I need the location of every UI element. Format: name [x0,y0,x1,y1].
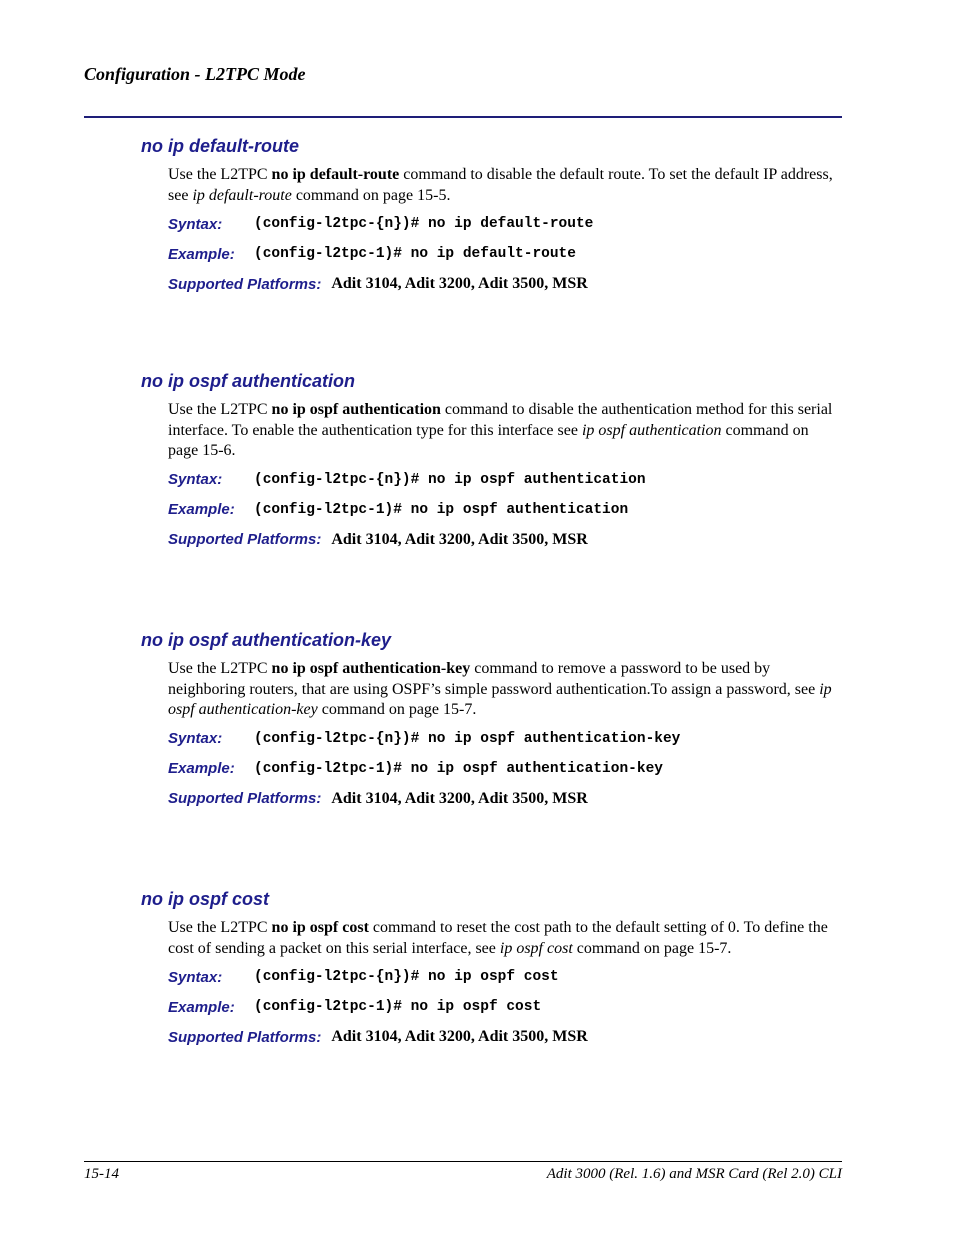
syntax-label: Syntax: [168,968,223,986]
platforms-label: Supported Platforms: [168,531,322,548]
description-text: Use the L2TPC [168,919,272,936]
description-text: command on page 15-6. [168,421,809,459]
command-reference: ip ospf authentication-key [168,680,832,718]
platforms-row [168,525,841,555]
syntax-row [168,724,841,754]
footer-page-number: 15-14 [84,1166,119,1182]
platforms-list: Adit 3104, Adit 3200, Adit 3500, MSR [331,275,588,292]
example-code: (config-l2tpc-1)# no ip default-route [254,246,576,262]
page-header-title: Configuration - L2TPC Mode [84,64,306,84]
section-title: no ip ospf cost [141,889,269,909]
section-no-ip-ospf-authentication-key [141,629,841,814]
platforms-label: Supported Platforms: [168,275,322,293]
command-name: no ip default-route [271,166,400,183]
header-rule [84,116,842,118]
section-title: no ip ospf authentication [141,371,355,391]
syntax-code: (config-l2tpc-{n})# no ip ospf authentication-key [254,730,681,747]
section-description [168,659,840,721]
example-label: Example: [168,501,235,518]
section-no-ip-default-route [141,135,841,299]
description-text: command on page 15-5. [291,186,451,204]
section-description [168,400,840,462]
platforms-row [168,784,841,814]
command-name: no ip ospf authentication [271,401,441,418]
example-row [168,239,841,269]
description-text: command to remove a password to be used by neighboring routers, that are using OSPF’s simple password authentication.To assign a password, see [168,660,820,698]
section-description [168,918,840,959]
syntax-label: Syntax: [168,215,223,233]
section-no-ip-ospf-authentication [141,370,841,555]
example-row [168,992,841,1022]
syntax-label: Syntax: [168,471,223,488]
example-code: (config-l2tpc-1)# no ip ospf authentication-key [254,760,663,777]
example-row [168,495,841,525]
syntax-row [168,465,841,495]
platforms-label: Supported Platforms: [168,1028,322,1046]
example-code: (config-l2tpc-1)# no ip ospf authentication [254,501,629,518]
description-text: Use the L2TPC [168,401,272,418]
footer-doc-title: Adit 3000 (Rel. 1.6) and MSR Card (Rel 2.0) CLI [546,1166,842,1182]
section-no-ip-ospf-cost [141,888,841,1052]
example-label: Example: [168,998,235,1016]
example-label: Example: [168,760,235,777]
description-text: command to disable the authentication method for this serial interface. To enable the authentication type for this interface see [168,401,833,439]
platforms-row [168,1022,841,1052]
platforms-list: Adit 3104, Adit 3200, Adit 3500, MSR [331,789,588,807]
command-reference: ip ospf cost [499,939,573,957]
description-text: command to disable the default route. To set the default IP address, see [168,166,833,204]
syntax-row [168,209,841,239]
syntax-row [168,962,841,992]
syntax-code: (config-l2tpc-{n})# no ip ospf authentication [254,471,646,488]
section-description [168,165,840,206]
command-name: no ip ospf cost [271,919,369,936]
section-title: no ip default-route [141,136,299,156]
syntax-code: (config-l2tpc-{n})# no ip ospf cost [254,969,559,985]
platforms-row [168,269,841,299]
command-reference: ip default-route [192,186,292,204]
description-text: Use the L2TPC [168,660,272,677]
description-text: Use the L2TPC [168,166,272,183]
example-row [168,754,841,784]
example-code: (config-l2tpc-1)# no ip ospf cost [254,999,542,1015]
description-text: command on page 15-7. [572,939,732,957]
platforms-list: Adit 3104, Adit 3200, Adit 3500, MSR [331,530,588,548]
footer-rule [84,1161,842,1162]
command-reference: ip ospf authentication [581,421,722,439]
example-label: Example: [168,245,235,263]
syntax-code: (config-l2tpc-{n})# no ip default-route [254,216,594,232]
command-name: no ip ospf authentication-key [271,660,471,677]
platforms-label: Supported Platforms: [168,790,322,807]
platforms-list: Adit 3104, Adit 3200, Adit 3500, MSR [331,1028,588,1045]
description-text: command on page 15-7. [317,701,477,718]
syntax-label: Syntax: [168,730,223,747]
description-text: command to reset the cost path to the default setting of 0. To define the cost of sending a packet on this serial interface, see [168,919,828,957]
section-title: no ip ospf authentication-key [141,630,392,650]
